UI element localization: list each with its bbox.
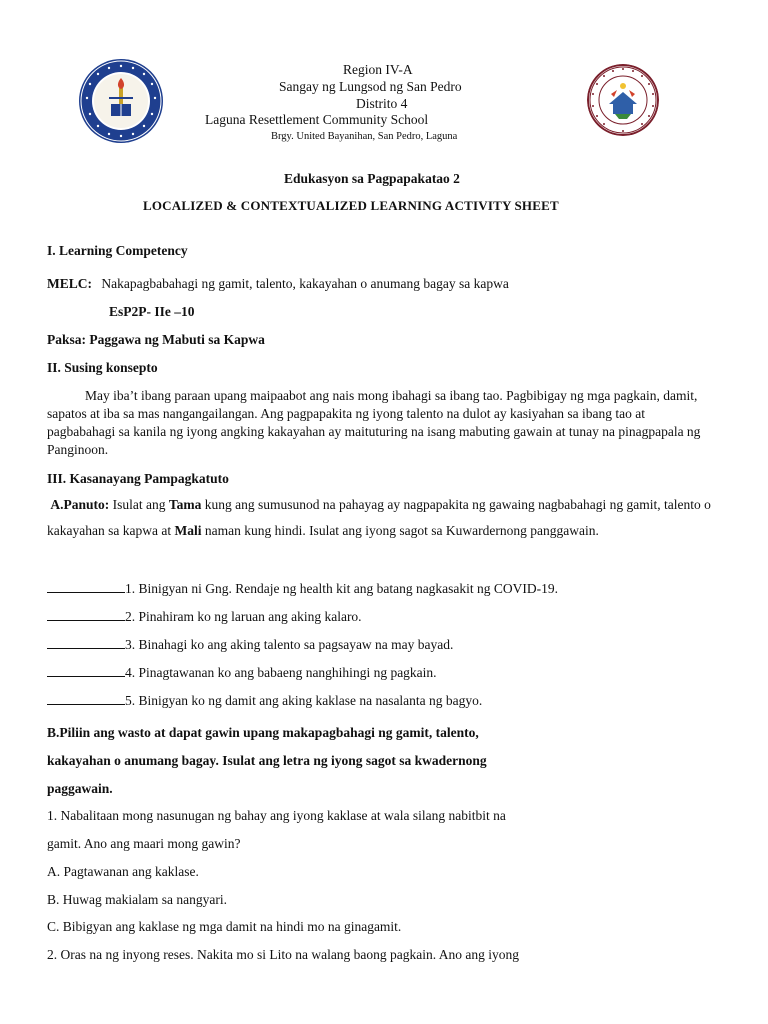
melc-text: Nakapagbabahagi ng gamit, talento, kakayahan o anumang bagay sa kapwa	[101, 276, 509, 291]
answer-blank[interactable]	[47, 580, 125, 593]
competency-code: EsP2P- IIe –10	[109, 304, 195, 319]
list-item	[47, 692, 482, 709]
mali-word: Mali	[174, 523, 202, 538]
choice-c: C. Bibigyan ang kaklase ng mga damit na hindi mo na ginagamit.	[47, 919, 402, 934]
school-seal-logo	[587, 64, 659, 136]
panuto-text-2: kung ang sumusunod na pahayag ay nagpapakita ng gawaing nagbabahagi ng gamit, talento o kakayahan sa kapwa at	[47, 497, 711, 538]
item-text: 5. Binigyan ko ng damit ang aking kaklase na nasalanta ng bagyo.	[125, 693, 483, 708]
region-text: Region IV-A	[343, 62, 413, 77]
item-text: 4. Pinagtawanan ko ang babaeng nanghihingi ng pagkain.	[125, 665, 437, 680]
part-a-instructions	[47, 492, 715, 544]
question-1-line2: gamit. Ano ang maari mong gawin?	[47, 836, 241, 851]
concept-paragraph: May iba’t ibang paraan upang maipaabot ang nais mong ibahagi sa ibang tao. Pagbibigay ng mga pagkain, damit, sapatos at iba sa mas nangangailangan. Ang pagpapakita ng iyong talento na dulot ay kasiyahan sa ibang tao at pagbabahagi sa kanila ng iyong angking kakayahan ay maituturing na isang mabuting gawain at tunay na pinagpapala ng Panginoon.	[47, 388, 701, 457]
question-2-line1: 2. Oras na ng inyong reses. Nakita mo si Lito na walang baong pagkain. Ano ang iyong	[47, 947, 520, 962]
paksa-line: Paksa: Paggawa ng Mabuti sa Kapwa	[47, 332, 265, 347]
subject-title: Edukasyon sa Pagpapakatao 2	[284, 171, 460, 186]
melc-line	[47, 276, 509, 292]
district-text: Distrito 4	[356, 96, 408, 111]
part-b-instruction-line2: kakayahan o anumang bagay. Isulat ang letra ng iyong sagot sa kwadernong	[47, 753, 487, 768]
list-item	[47, 580, 558, 597]
panuto-text-1: Isulat ang	[109, 497, 169, 512]
susing-konsepto-heading: II. Susing konsepto	[47, 360, 158, 375]
deped-seal-logo	[78, 58, 164, 144]
panuto-label: A.Panuto:	[50, 497, 110, 512]
answer-blank[interactable]	[47, 608, 125, 621]
melc-label: MELC:	[47, 276, 92, 291]
list-item	[47, 636, 453, 653]
item-text: 1. Binigyan ni Gng. Rendaje ng health kit ang batang nagkasakit ng COVID-19.	[125, 581, 559, 596]
item-text: 3. Binahagi ko ang aking talento sa pagsayaw na may bayad.	[125, 637, 454, 652]
list-item	[47, 608, 362, 625]
kasanayan-heading: III. Kasanayang Pampagkatuto	[47, 471, 229, 486]
choice-a: A. Pagtawanan ang kaklase.	[47, 864, 199, 879]
item-text: 2. Pinahiram ko ng laruan ang aking kalaro.	[125, 609, 362, 624]
answer-blank[interactable]	[47, 636, 125, 649]
question-1-line1: 1. Nabalitaan mong nasunugan ng bahay ang iyong kaklase at wala silang nabitbit na	[47, 808, 506, 823]
division-text: Sangay ng Lungsod ng San Pedro	[279, 79, 462, 94]
sheet-title: LOCALIZED & CONTEXTUALIZED LEARNING ACTIVITY SHEET	[143, 198, 559, 213]
school-name: Laguna Resettlement Community School	[205, 112, 429, 127]
learning-competency-heading: I. Learning Competency	[47, 243, 188, 258]
tama-word: Tama	[168, 497, 202, 512]
choice-b: B. Huwag makialam sa nangyari.	[47, 892, 227, 907]
part-b-instruction-line1: B.Piliin ang wasto at dapat gawin upang makapagbahagi ng gamit, talento,	[47, 725, 479, 740]
answer-blank[interactable]	[47, 664, 125, 677]
panuto-text-3: naman kung hindi. Isulat ang iyong sagot sa Kuwardernong panggawain.	[201, 523, 599, 538]
school-address: Brgy. United Bayanihan, San Pedro, Laguna	[271, 131, 458, 142]
list-item	[47, 664, 437, 681]
answer-blank[interactable]	[47, 692, 125, 705]
part-b-instruction-line3: paggawain.	[47, 781, 113, 796]
